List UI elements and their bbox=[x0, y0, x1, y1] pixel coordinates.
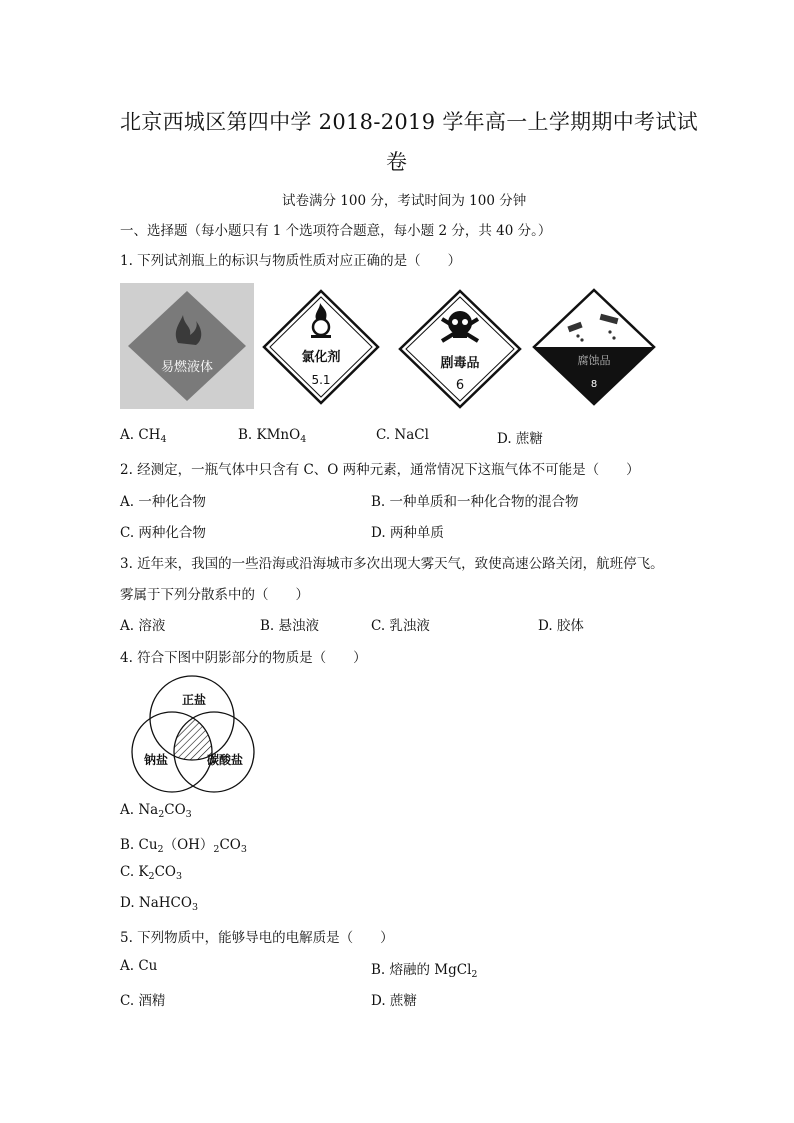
oxidizer-sign bbox=[262, 289, 380, 405]
q5-option-c: C. 酒精 bbox=[120, 993, 166, 1009]
q1-option-d: D. 蔗糖 bbox=[497, 431, 543, 447]
corrosive-sign bbox=[532, 288, 656, 406]
q2-option-c: C. 两种化合物 bbox=[120, 525, 206, 541]
q1-option-c: C. NaCl bbox=[376, 427, 429, 443]
q4-option-a: A. $Na_2CO_3$ bbox=[120, 802, 192, 820]
toxic-sign bbox=[398, 289, 522, 409]
q3-option-a: A. 溶液 bbox=[120, 618, 166, 634]
sign-label: 易燃液体 bbox=[160, 360, 214, 375]
flammable-liquid-sign bbox=[120, 283, 254, 409]
question-4-stem: 4. 符合下图中阴影部分的物质是（ ） bbox=[120, 650, 367, 666]
question-2-stem: 2. 经测定，一瓶气体中只含有 C、O 两种元素，通常情况下这瓶气体不可能是（ ） bbox=[120, 462, 640, 478]
q1-option-b: B. KMnO$_4$ bbox=[238, 427, 307, 445]
section-heading: 一、选择题（每小题只有 1 个选项符合题意，每小题 2 分，共 40 分。） bbox=[120, 223, 552, 239]
q2-option-d: D. 两种单质 bbox=[371, 525, 444, 541]
venn-label-left: 钠盐 bbox=[143, 753, 169, 767]
q2-option-a: A. 一种化合物 bbox=[120, 494, 206, 510]
venn-diagram bbox=[122, 672, 262, 794]
q5-option-a: A. Cu bbox=[120, 958, 158, 974]
question-3-stem-line2: 雾属于下列分散系中的（ ） bbox=[120, 587, 309, 603]
sign-label: 剧毒品 bbox=[440, 356, 480, 371]
q4-option-c: C. $K_2CO_3$ bbox=[120, 864, 183, 882]
q3-option-d: D. 胶体 bbox=[538, 618, 584, 634]
venn-label-right: 碳酸盐 bbox=[206, 753, 244, 767]
question-3-stem-line1: 3. 近年来，我国的一些沿海或沿海城市多次出现大雾天气，致使高速公路关闭，航班停飞。 bbox=[120, 556, 664, 572]
sign-label: 腐蚀品 bbox=[577, 354, 611, 367]
document-title-line2: 卷 bbox=[386, 150, 408, 174]
q4-option-b: B. $Cu_2(OH)_2CO_3$ bbox=[120, 837, 247, 855]
venn-label-top: 正盐 bbox=[181, 693, 207, 707]
q3-option-b: B. 悬浊液 bbox=[260, 618, 320, 634]
sign-number: 5.1 bbox=[311, 373, 331, 387]
question-5-stem: 5. 下列物质中，能够导电的电解质是（ ） bbox=[120, 930, 394, 946]
document-title-line1: 北京西城区第四中学 2018-2019 学年高一上学期期中考试试 bbox=[120, 110, 698, 134]
q5-option-b: B. 熔融的 MgCl$_2$ bbox=[371, 962, 478, 980]
sign-label: 氯化剂 bbox=[301, 350, 341, 365]
sign-number: 6 bbox=[455, 378, 465, 393]
q4-option-d: D. NaHCO$_3$ bbox=[120, 895, 199, 913]
sign-number: 8 bbox=[590, 379, 598, 390]
q1-option-a: A. $CH_4$ bbox=[120, 427, 167, 445]
q5-option-d: D. 蔗糖 bbox=[371, 993, 417, 1009]
q3-option-c: C. 乳浊液 bbox=[371, 618, 430, 634]
q2-option-b: B. 一种单质和一种化合物的混合物 bbox=[371, 494, 579, 510]
question-1-stem: 1. 下列试剂瓶上的标识与物质性质对应正确的是（ ） bbox=[120, 253, 462, 269]
exam-info: 试卷满分 100 分，考试时间为 100 分钟 bbox=[282, 193, 527, 209]
